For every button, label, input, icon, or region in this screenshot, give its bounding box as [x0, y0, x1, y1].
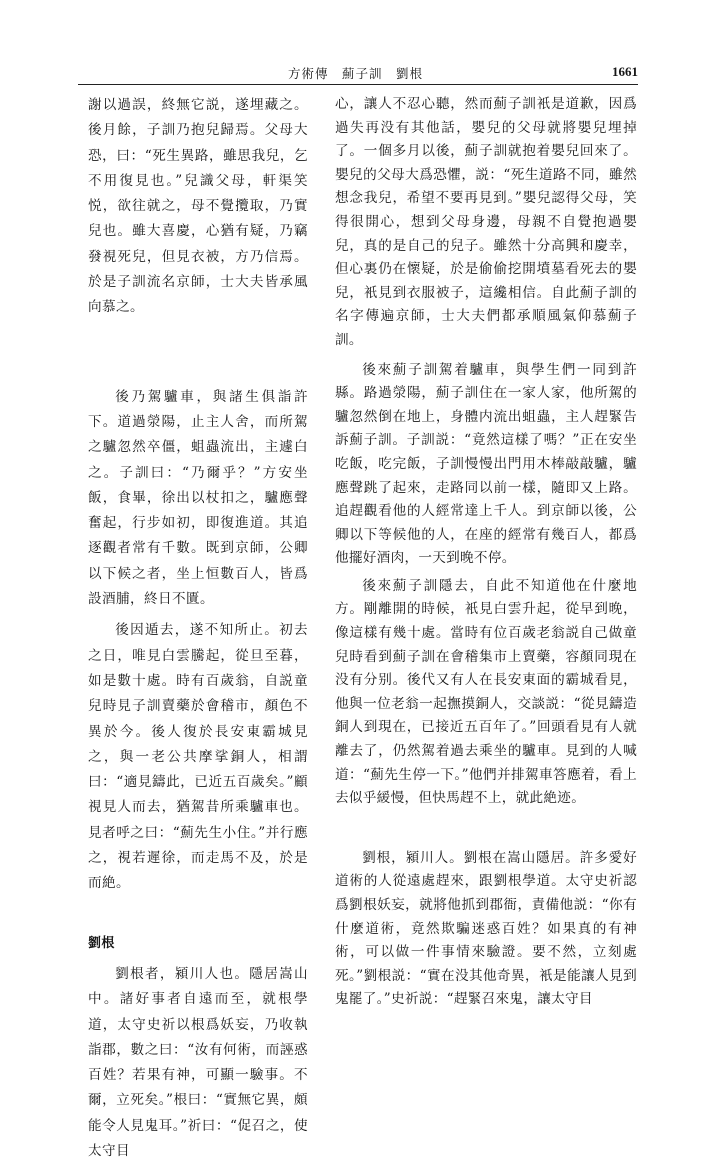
- translation-paragraph-3: 後來薊子訓隱去，自此不知道他在什麼地方。剛離開的時候，衹見白雲升起，從早到晚，像這樣有幾十處。當時有位百歲老翁説自己做童兒時看到薊子訓在會稽集市上賣藥，容顏同現在没有分别。後代又有人在長安東面的霸城看見，他與一位老翁一起撫摸銅人，交談説：“從見鑄造銅人到現在，已接近五百年了。”回頭看見有人就離去了，仍然駕着過去乘坐的驢車。見到的人喊道：“薊先生停一下。”他們并排駕車答應着，看上去似乎緩慢，但快馬趕不上，就此絶迹。: [335, 577, 637, 807]
- classical-paragraph-1: 謝以過誤，終無它説，遂埋藏之。後月餘，子訓乃抱兒歸焉。父母大恐，曰：“死生異路，雖思我兒，乞不用復見也。”兒識父母，軒渠笑悦，欲往就之，母不覺攬取，乃實兒也。雖大喜慶，心猶有疑，乃竊發視死兒，但見衣被，方乃信焉。於是子訓流名京師，士大夫皆承風向慕之。: [88, 97, 308, 316]
- page-number: 1661: [612, 64, 638, 79]
- section-title: 劉根: [88, 935, 115, 951]
- classical-text-column: [88, 93, 308, 1164]
- translation-paragraph-1: 心，讓人不忍心聽，然而薊子訓衹是道歉，因爲過失再没有其他話，嬰兒的父母就將嬰兒埋掉了。一個多月以後，薊子訓就抱着嬰兒回來了。嬰兒的父母大爲恐懼，説：“死生道路不同，雖然想念我兒，希望不要再見到。”嬰兒認得父母，笑得很開心，想到父母身邊，母親不自覺抱過嬰兒，真的是自己的兒子。雖然十分高興和慶幸，但心裏仍在懷疑，於是偷偷挖開墳墓看死去的嬰兒，衹見到衣服被子，這纔相信。自此薊子訓的名字傳遍京師，士大夫們都承順風氣仰慕薊子訓。: [335, 96, 637, 348]
- classical-paragraph-3: 後因遁去，遂不知所止。初去之日，唯見白雲騰起，從旦至暮，如是數十處。時有百歲翁，自説童兒時見子訓賣藥於會稽市，顏色不異於今。後人復於長安東霸城見之，與一老公共摩挲銅人，相謂曰：“適見鑄此，已近五百歲矣。”顧視見人而去，猶駕昔所乘驢車也。見者呼之曰：“薊先生小住。”并行應之，視若遲徐，而走馬不及，於是而絶。: [88, 622, 308, 892]
- header-rule: [78, 84, 638, 85]
- classical-paragraph-4: 劉根者，潁川人也。隱居嵩山中。諸好事者自遠而至，就根學道，太守史祈以根爲妖妄，乃收執詣郡，數之曰：“汝有何術，而誣惑百姓？若果有神，可顯一驗事。不爾，立死矣。”根曰：“實無它異，頗能令人見鬼耳。”祈曰：“促召之，使太守目: [88, 965, 308, 1159]
- running-header: [78, 64, 638, 84]
- running-title: 方術傳 薊子訓 劉根: [288, 66, 424, 81]
- classical-paragraph-2: 後乃駕驢車，與諸生俱詣許下。道過滎陽，止主人舍，而所駕之驢忽然卒僵，蛆蟲流出，主遽白之。子訓曰：“乃爾乎？”方安坐飯，食畢，徐出以杖扣之，驢應聲奮起，行步如初，即復進道。其追逐觀者常有千數。既到京師，公卿以下候之者，坐上恒數百人，皆爲設酒脯，終日不匱。: [88, 388, 308, 608]
- translation-column: [335, 93, 637, 1012]
- translation-paragraph-4: 劉根，潁川人。劉根在嵩山隱居。許多愛好道術的人從遠處趕來，跟劉根學道。太守史祈認爲劉根妖妄，就將他抓到郡衙，責備他説：“你有什麼道術，竟然欺騙迷惑百姓？如果真的有神術，可以做一件事情來驗證。要不然，立刻處死。”劉根説：“實在没其他奇異，衹是能讓人見到鬼罷了。”史祈説：“趕緊召來鬼，讓太守目: [335, 849, 637, 1008]
- translation-paragraph-2: 後來薊子訓駕着驢車，與學生們一同到許縣。路過滎陽，薊子訓住在一家人家，他所駕的驢忽然倒在地上，身體内流出蛆蟲，主人趕緊告訴薊子訓。子訓説：“竟然這樣了嗎？”正在安坐吃飯，吃完飯，子訓慢慢出門用木棒敲敲驢，驢應聲跳了起來，走路同以前一樣，隨即又上路。追趕觀看他的人經常達上千人。到京師以後，公卿以下等候他的人，在座的經常有幾百人，都爲他擺好酒肉，一天到晚不停。: [335, 361, 637, 567]
